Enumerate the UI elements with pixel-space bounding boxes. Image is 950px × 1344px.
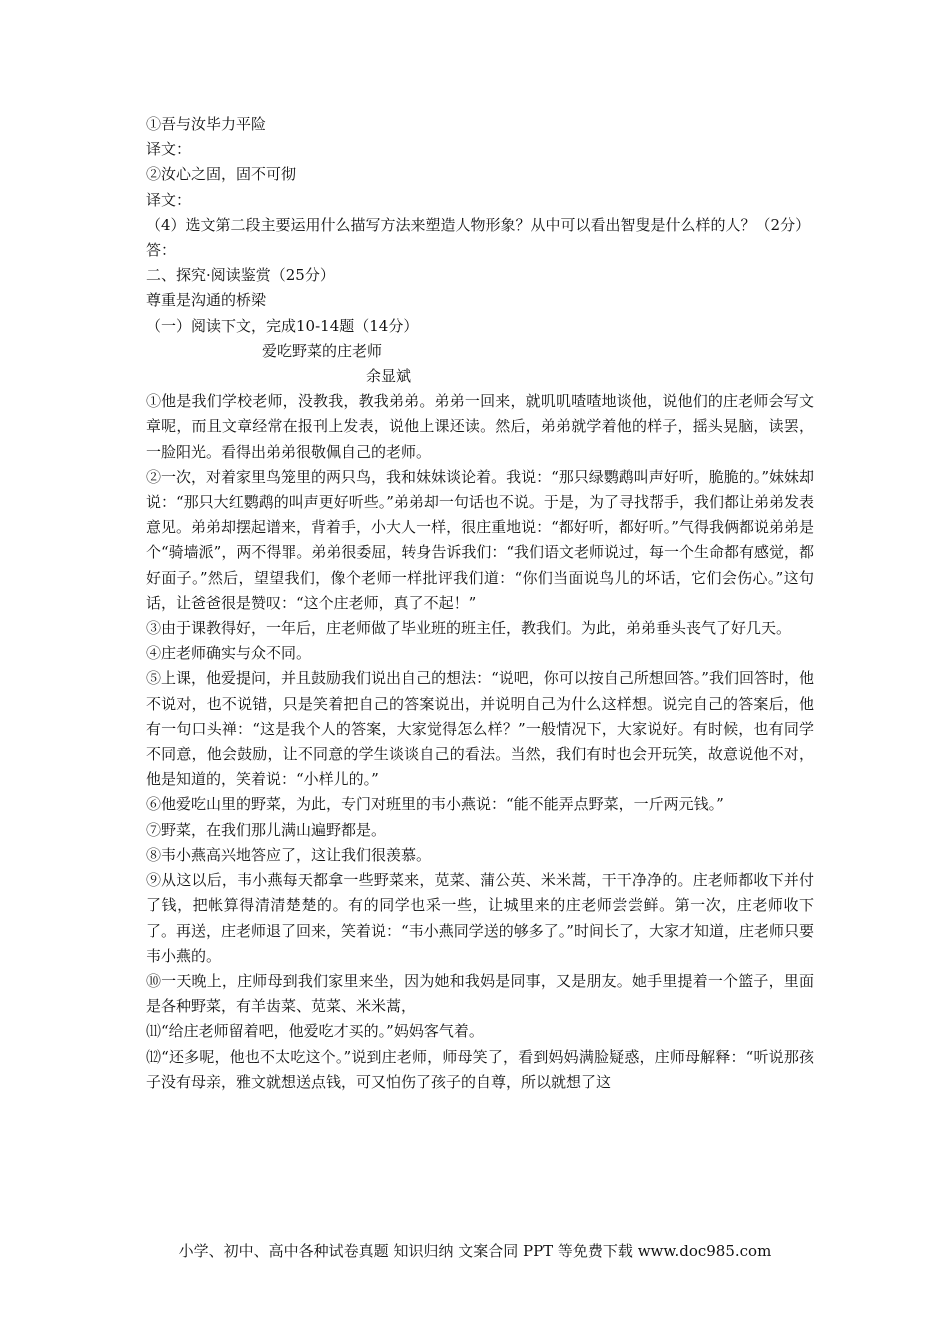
article-paragraph: ⑤上课，他爱提问，并且鼓励我们说出自己的想法：“说吧，你可以按自己所想回答。”我们回答时，他不说对，也不说错，只是笑着把自己的答案说出，并说明自己为什么这样想。说完自己的答案后，他有一句口头禅：“这是我个人的答案，大家觉得怎么样？”一般情况下，大家说好。有时候，也有同学不同意，他会鼓励，让不同意的学生谈谈自己的看法。当然，我们有时也会开玩笑，故意说他不对，他是知道的，笑着说：“小样儿的。” — [146, 669, 814, 789]
section-heading: 二、探究·阅读鉴赏（25分） — [146, 266, 335, 285]
article-paragraph: ④庄老师确实与众不同。 — [146, 644, 312, 663]
translation-item-1: ①吾与汝毕力平险 — [146, 115, 267, 133]
page-footer: 小学、初中、高中各种试卷真题 知识归纳 文案合同 PPT 等免费下载 www.doc985.com — [178, 1242, 772, 1260]
translation-label: 译文： — [146, 140, 192, 159]
section-theme: 尊重是沟通的桥梁 — [146, 291, 267, 310]
article-paragraph: ⑦野菜，在我们那儿满山遍野都是。 — [146, 820, 387, 839]
question-4: （4）选文第二段主要运用什么描写方法来塑造人物形象？从中可以看出智叟是什么样的人？（2分） — [146, 215, 811, 234]
article-paragraph: ⑾“给庄老师留着吧，他爱吃才买的。”妈妈客气着。 — [146, 1022, 484, 1041]
translation-item-2: ②汝心之固，固不可彻 — [146, 165, 297, 184]
article-title: 爱吃野菜的庄老师 — [262, 341, 383, 360]
article-paragraph: ⑥他爱吃山里的野菜，为此，专门对班里的韦小燕说：“能不能弄点野菜，一斤两元钱。” — [146, 795, 724, 814]
translation-label: 译文： — [146, 190, 192, 209]
article-author: 余显斌 — [366, 367, 412, 386]
article-paragraph: ②一次，对着家里鸟笼里的两只鸟，我和妹妹谈论着。我说：“那只绿鹦鹉叫声好听，脆脆的。”妹妹却说：“那只大红鹦鹉的叫声更好听些。”弟弟却一句话也不说。于是，为了寻找帮手，我们都让弟弟发表意见。弟弟却摆起谱来，背着手，小大人一样，很庄重地说：“都好听，都好听。”气得我俩都说弟弟是个“骑墙派”，两不得罪。弟弟很委屈，转身告诉我们：“我们语文老师说过，每一个生命都有感觉，都好面子。”然后，望望我们，像个老师一样批评我们道：“你们当面说鸟儿的坏话，它们会伤心。”这句话，让爸爸很是赞叹：“这个庄老师，真了不起！” — [146, 467, 815, 612]
article-paragraph: ⑿“还多呢，他也不太吃这个。”说到庄老师，师母笑了，看到妈妈满脸疑惑，庄师母解释：“听说那孩子没有母亲，雅文就想送点钱，可又怕伤了孩子的自尊，所以就想了这 — [146, 1047, 814, 1091]
article-paragraph: ⑨从这以后，韦小燕每天都拿一些野菜来，苋菜、蒲公英、米米蒿，干干净净的。庄老师都收下并付了钱，把帐算得清清楚楚的。有的同学也采一些，让城里来的庄老师尝尝鲜。第一次，庄老师收下了。再送，庄老师退了回来，笑着说：“韦小燕同学送的够多了。”时间长了，大家才知道，庄老师只要韦小燕的。 — [146, 871, 814, 965]
reading-instructions: （一）阅读下文，完成10-14题（14分） — [146, 316, 419, 335]
article-paragraph: ⑩一天晚上，庄师母到我们家里来坐，因为她和我妈是同事，又是朋友。她手里提着一个篮子，里面是各种野菜，有羊齿菜、苋菜、米米蒿， — [146, 971, 814, 1016]
article-paragraph: ⑧韦小燕高兴地答应了，这让我们很羡慕。 — [146, 845, 432, 864]
article-paragraph: ③由于课教得好，一年后，庄老师做了毕业班的班主任，教我们。为此，弟弟垂头丧气了好几天。 — [146, 619, 792, 638]
article-paragraph: ①他是我们学校老师，没教我，教我弟弟。弟弟一回来，就叽叽喳喳地谈他，说他们的庄老师会写文章呢，而且文章经常在报刊上发表，说他上课还读。然后，弟弟就学着他的样子，摇头晃脑，读罢，一脸阳光。看得出弟弟很敬佩自己的老师。 — [146, 392, 814, 461]
answer-label: 答： — [146, 241, 177, 260]
document-body — [146, 112, 814, 1095]
